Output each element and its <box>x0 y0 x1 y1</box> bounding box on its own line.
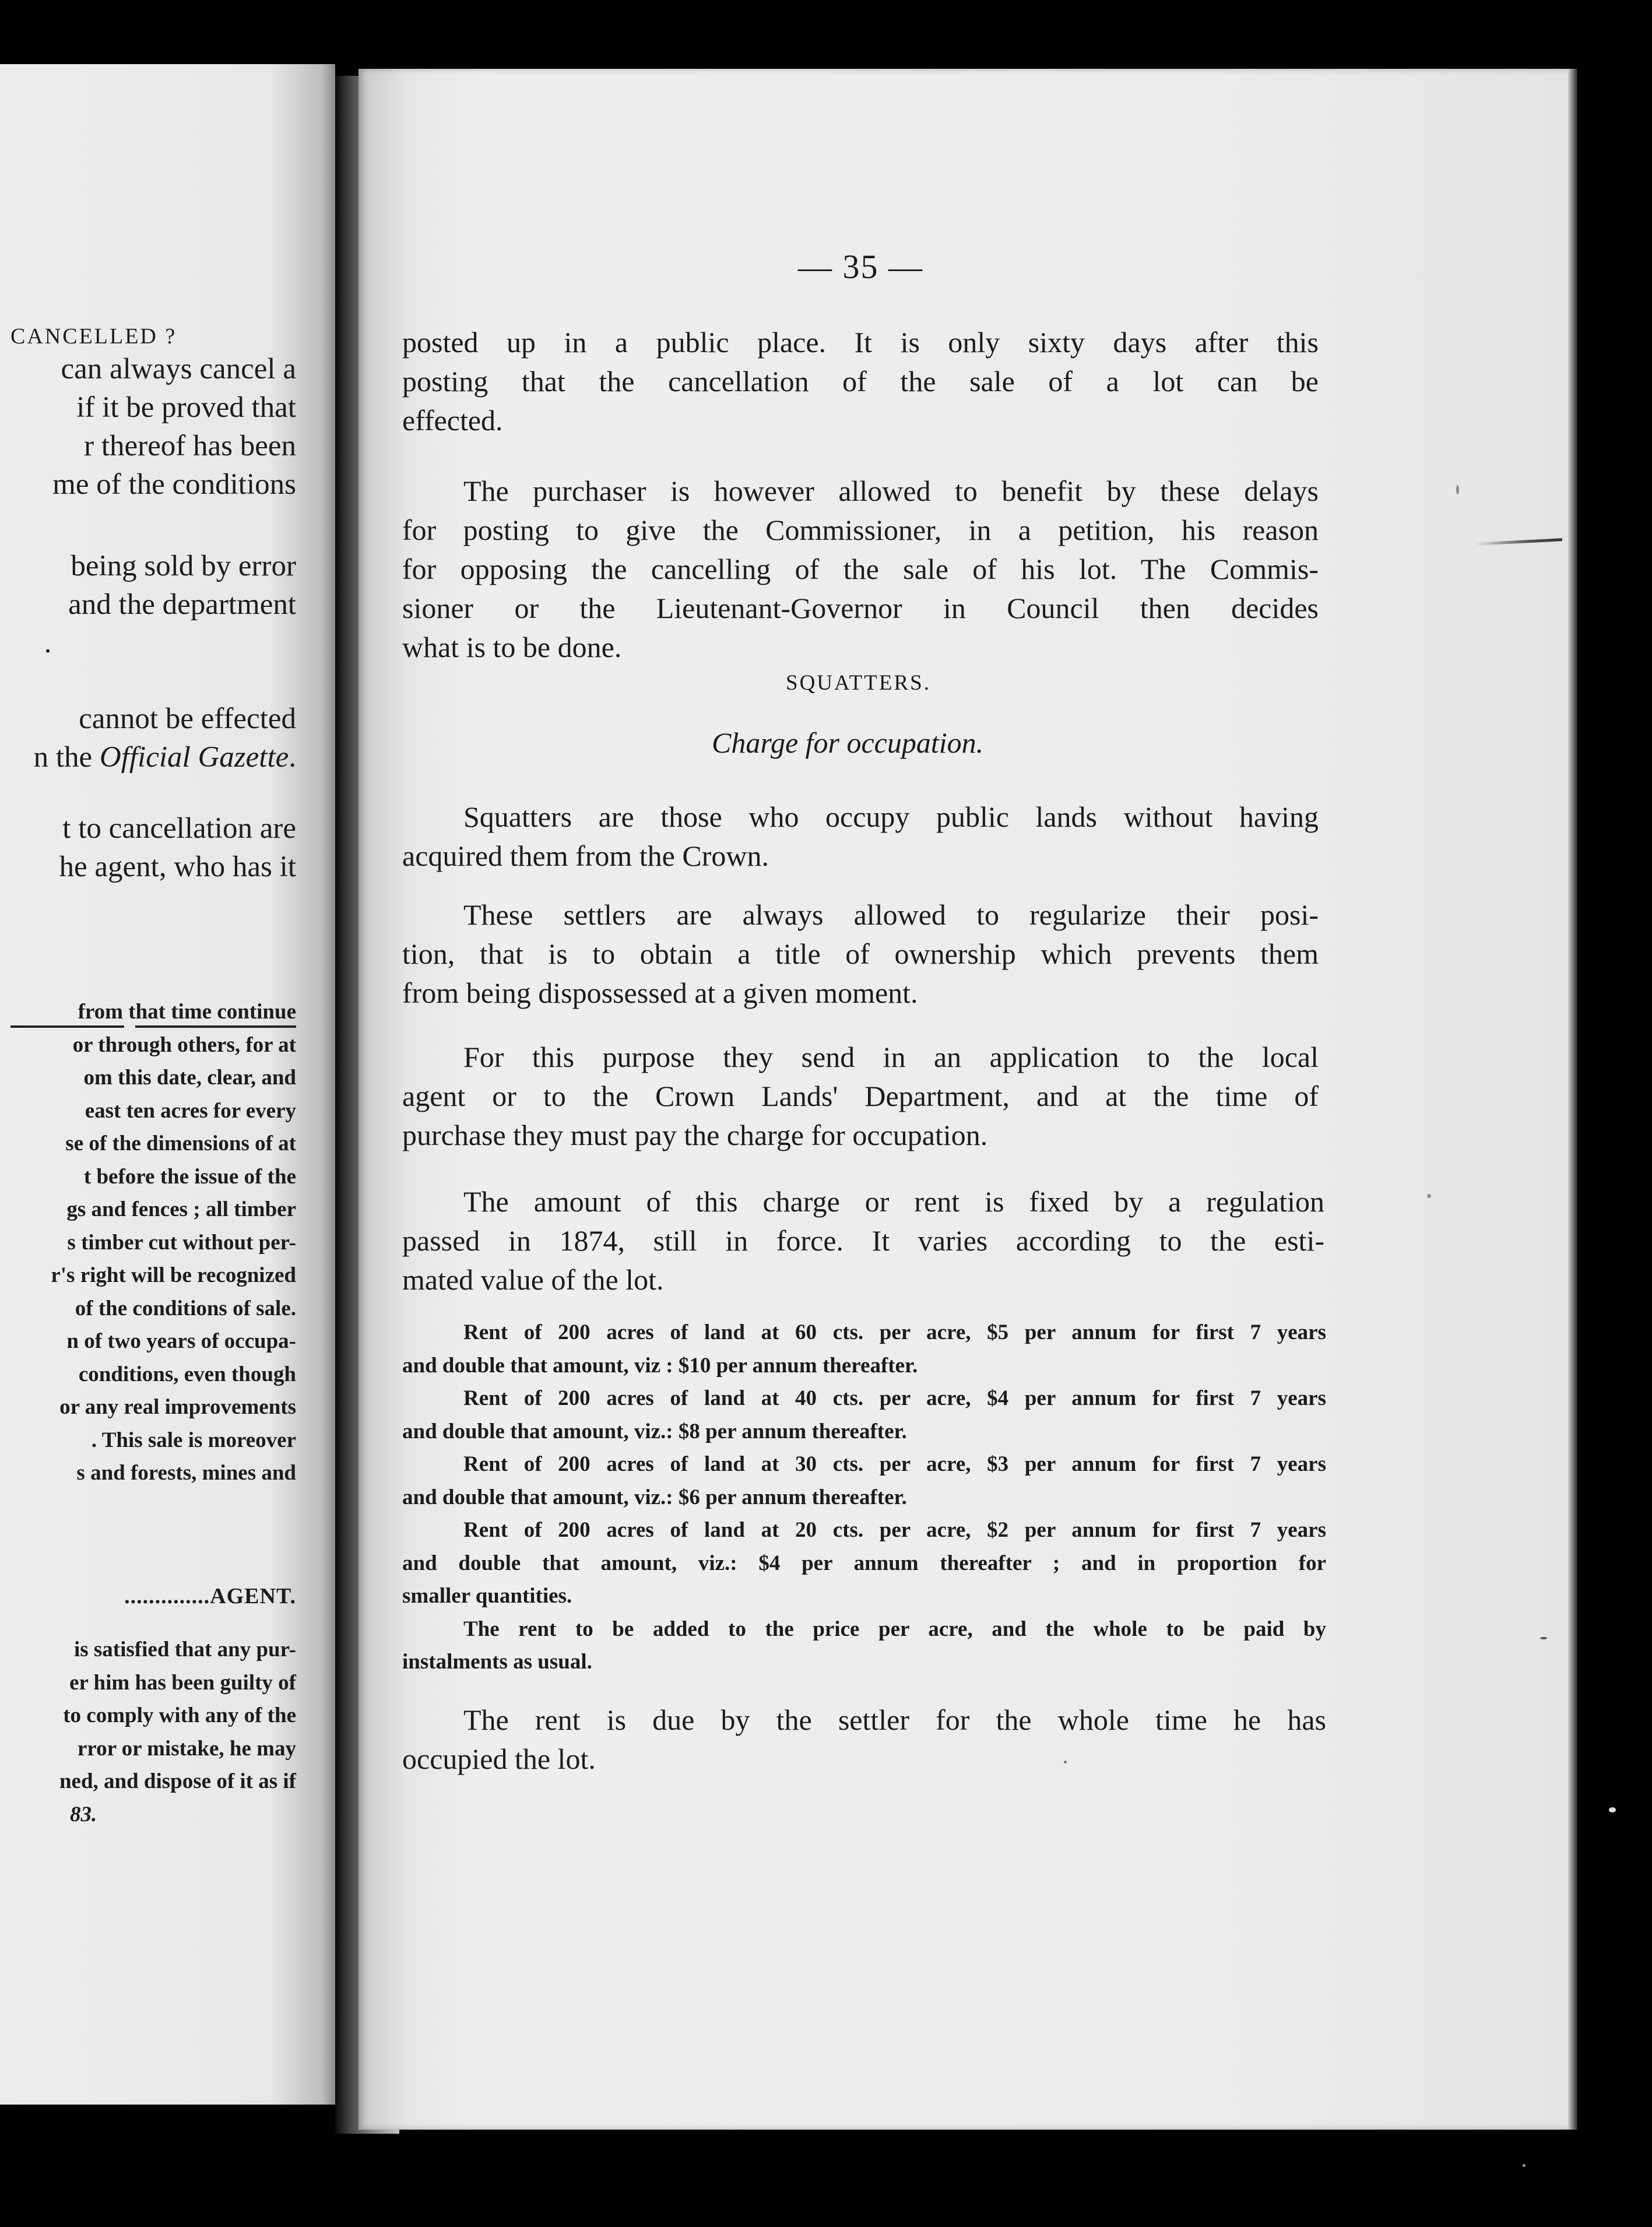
note-line: and double that amount, viz.: $8 per annum thereafter. <box>402 1419 907 1443</box>
text-line: agent or to the Crown Lands' Department, and at the time of <box>402 1080 1319 1112</box>
left-body-line: can always cancel a <box>61 353 296 385</box>
left-body-line: being sold by error <box>71 550 296 582</box>
scan-speck <box>1456 485 1459 494</box>
order-line: er him has been guilty of <box>69 1670 296 1695</box>
left-body-line: cannot be effected <box>79 702 296 735</box>
notice-line: or through others, for at <box>72 1032 296 1057</box>
left-page-body <box>34 350 296 886</box>
left-body-line: and the department <box>68 588 296 621</box>
order-line: rror or mistake, he may <box>77 1736 296 1761</box>
order-line: is satisfied that any pur- <box>73 1638 296 1662</box>
text-line: sioner or the Lieutenant-Governor in Council then decides <box>402 592 1319 624</box>
notice-line: . This sale is moreover <box>91 1428 296 1452</box>
notice-line: se of the dimensions of at <box>65 1132 296 1155</box>
page-edge-shadow <box>1568 69 1577 2130</box>
notice-line: from that time continue <box>78 1000 296 1024</box>
sub-heading: Charge for occupation. <box>712 726 984 759</box>
text-line: Squatters are those who occupy public lands without having <box>463 800 1319 833</box>
paragraph-rent-due <box>402 1701 1326 1779</box>
text-line: purchase they must pay the charge for occupation. <box>402 1119 988 1151</box>
notice-line: r's right will be recognized <box>51 1263 296 1287</box>
left-body-line: . <box>44 627 52 659</box>
note-line: Rent of 200 acres of land at 40 cts. per acre, $4 per annum for first 7 years <box>463 1386 1326 1410</box>
paragraph-rent-amount <box>402 1182 1324 1299</box>
left-page-heading: CANCELLED ? <box>10 324 177 349</box>
notice-line: gs and fences ; all timber <box>66 1197 296 1221</box>
scan-speck <box>1427 1194 1431 1198</box>
text-line: tion, that is to obtain a title of ownership which prevents them <box>402 937 1319 970</box>
rent-schedule-notes <box>402 1316 1326 1679</box>
left-page <box>0 64 335 2105</box>
order-line: 83. <box>69 1802 97 1826</box>
note-line: The rent to be added to the price per acre, and the whole to be paid by <box>463 1617 1326 1641</box>
text-line: These settlers are always allowed to regularize their posi- <box>463 898 1319 931</box>
note-line: smaller quantities. <box>402 1584 572 1608</box>
text-line: acquired them from the Crown. <box>402 839 769 872</box>
note-line: instalments as usual. <box>402 1650 592 1674</box>
text-line: occupied the lot. <box>402 1743 596 1775</box>
note-line: Rent of 200 acres of land at 20 cts. per acre, $2 per annum for first 7 years <box>463 1518 1326 1542</box>
notice-line: east ten acres for every <box>85 1098 296 1123</box>
left-body-gap <box>34 662 296 700</box>
notice-line: of the conditions of sale. <box>75 1296 296 1320</box>
paragraph-squatters-definition <box>402 798 1319 876</box>
note-line: and double that amount, viz : $10 per annum thereafter. <box>402 1353 918 1378</box>
text-line: for opposing the cancelling of the sale of his lot. The Commis- <box>402 553 1319 585</box>
text-line: posting that the cancellation of the sale of a lot can be <box>402 365 1319 398</box>
notice-line: or any real improvements <box>59 1395 296 1419</box>
notice-line: s timber cut without per- <box>67 1230 296 1255</box>
text-line: effected. <box>402 404 503 437</box>
left-body-gap <box>34 777 296 809</box>
scan-speck <box>1523 2164 1526 2167</box>
notice-line: om this date, clear, and <box>83 1066 296 1090</box>
text-line: passed in 1874, still in force. It varies according to the esti- <box>402 1224 1324 1257</box>
page-number: — 35 — <box>798 248 923 286</box>
notice-line: s and forests, mines and <box>76 1461 296 1485</box>
left-body-line: if it be proved that <box>76 391 296 424</box>
note-line: Rent of 200 acres of land at 60 cts. per acre, $5 per annum for first 7 years <box>463 1320 1326 1344</box>
official-gazette-italic: Official Gazette <box>99 741 289 774</box>
text-line: For this purpose they send in an application to the local <box>463 1041 1319 1073</box>
left-body-line: me of the conditions <box>52 468 296 501</box>
scan-speck <box>1064 1761 1067 1764</box>
left-body-gap <box>34 504 296 547</box>
left-body-line: t to cancellation are <box>62 812 296 845</box>
left-page-order <box>59 1634 296 1831</box>
paragraph-continued <box>402 323 1319 440</box>
left-body-line: n the Official Gazette. <box>33 741 296 774</box>
paragraph-regularize <box>402 895 1319 1013</box>
section-heading: SQUATTERS. <box>786 671 931 695</box>
scan-speck <box>1540 1637 1547 1639</box>
order-line: ned, and dispose of it as if <box>59 1769 296 1793</box>
left-page-notice <box>51 996 296 1490</box>
text-line: The rent is due by the settler for the whole time he has <box>463 1703 1326 1736</box>
order-line: to comply with any of the <box>63 1703 296 1727</box>
notice-line: conditions, even though <box>78 1362 296 1386</box>
paragraph-purchaser-delays <box>402 472 1319 667</box>
notice-line: t before the issue of the <box>83 1164 296 1189</box>
text-line: for posting to give the Commissioner, in a petition, his reason <box>402 514 1319 546</box>
left-body-line: r thereof has been <box>84 430 296 462</box>
text-line: posted up in a public place. It is only sixty days after this <box>402 326 1319 359</box>
text-line: what is to be done. <box>402 631 622 663</box>
text-line: The amount of this charge or rent is fixed by a regulation <box>463 1185 1324 1218</box>
text-line: from being dispossessed at a given moment. <box>402 976 918 1009</box>
note-line: and double that amount, viz.: $4 per annum thereafter ; and in proportion for <box>402 1551 1326 1575</box>
paragraph-application <box>402 1038 1319 1155</box>
scan-speck <box>1609 1807 1616 1812</box>
note-line: and double that amount, viz.: $6 per annum thereafter. <box>402 1485 907 1509</box>
left-body-line: he agent, who has it <box>59 851 296 883</box>
left-body-line-text: n the <box>33 741 100 774</box>
text-line: The purchaser is however allowed to benefit by these delays <box>463 475 1319 507</box>
note-line: Rent of 200 acres of land at 30 cts. per acre, $3 per annum for first 7 years <box>463 1452 1326 1476</box>
notice-line: n of two years of occupa- <box>66 1329 296 1353</box>
text-line: mated value of the lot. <box>402 1263 664 1296</box>
agent-signature-line: ..............AGENT. <box>124 1584 296 1608</box>
